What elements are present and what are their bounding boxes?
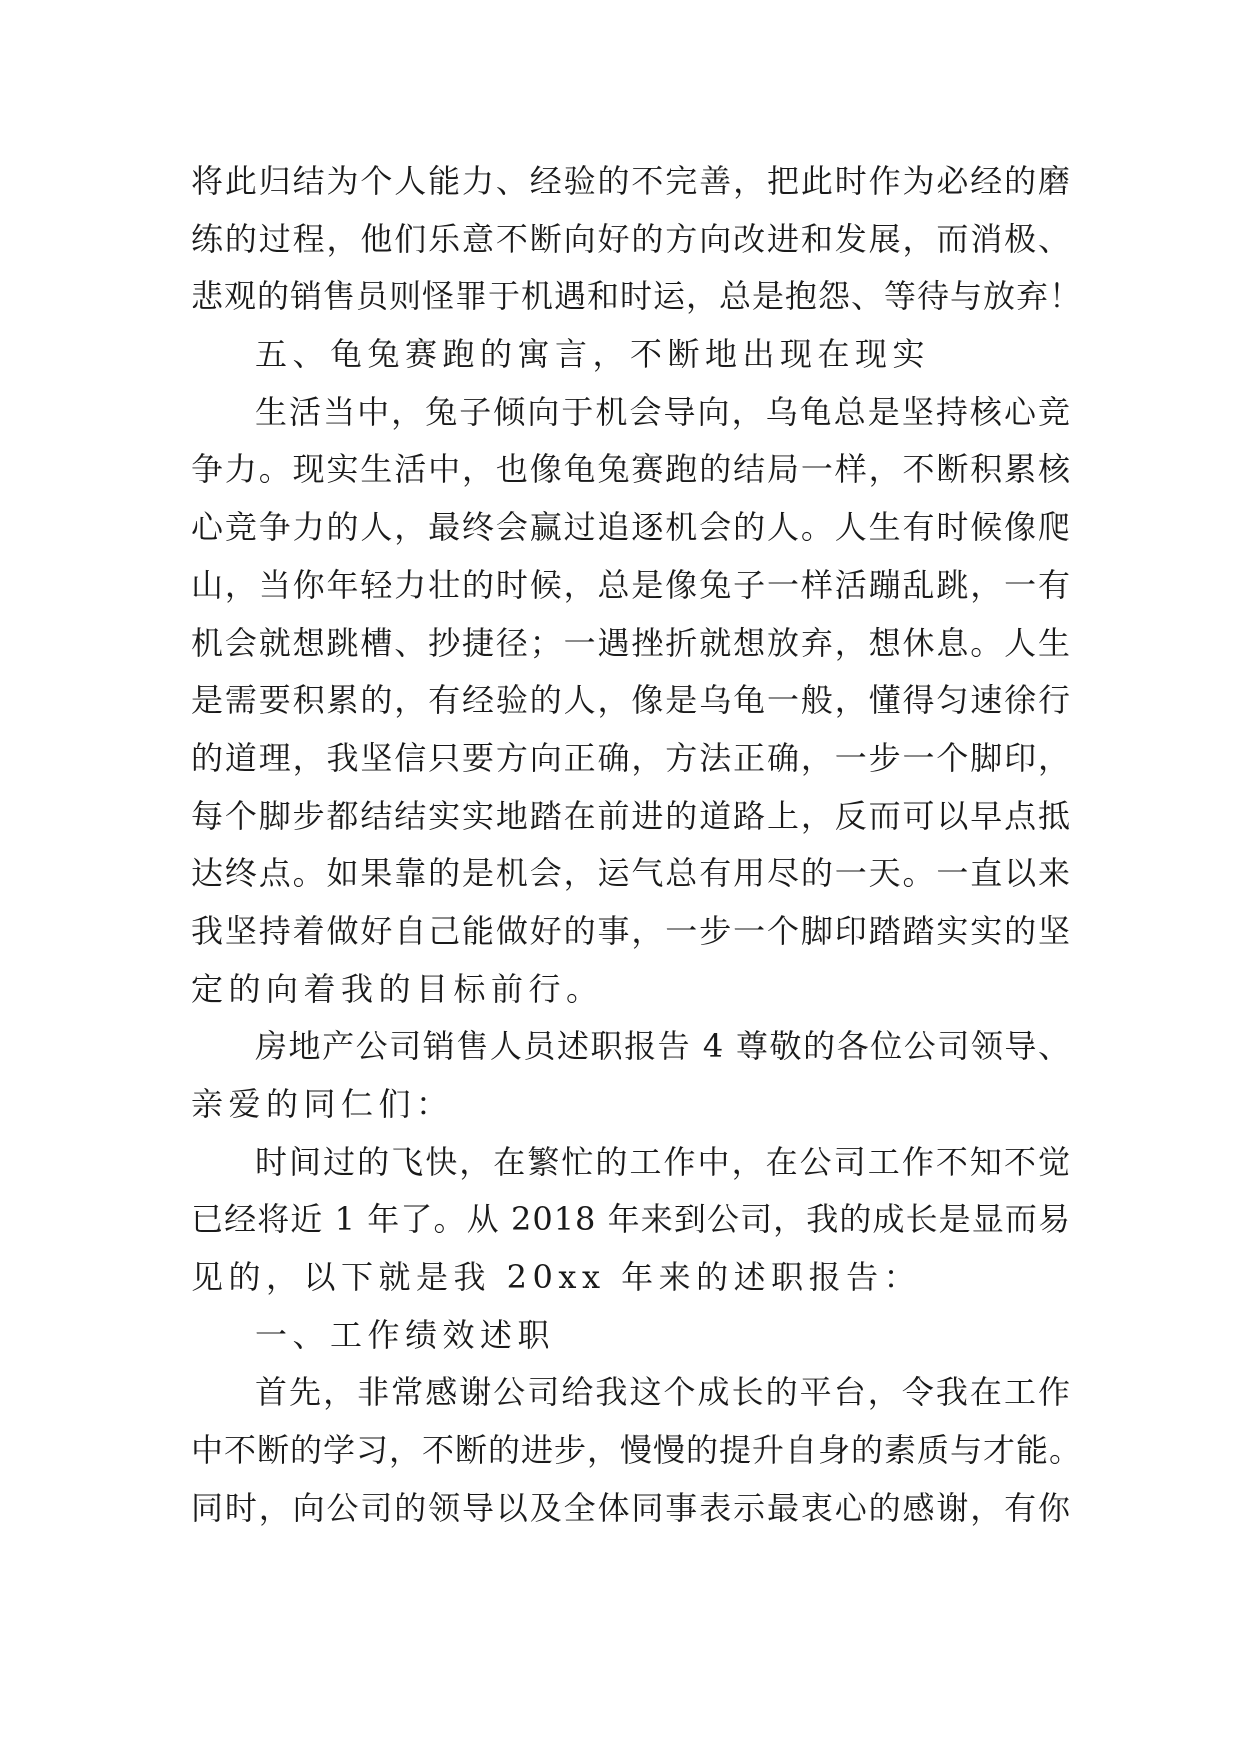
paragraph-last-line: 定的向着我的目标前行。: [191, 969, 604, 1008]
text-line: 悲观的销售员则怪罪于机遇和时运，总是抱怨、等待与放弃！: [191, 277, 1083, 316]
report-title-line: 房地产公司销售人员述职报告 4 尊敬的各位公司领导、: [255, 1027, 1071, 1066]
text-line: 中不断的学习，不断的进步，慢慢的提升自身的素质与才能。: [191, 1431, 1083, 1470]
paragraph-first-line: 首先，非常感谢公司给我这个成长的平台，令我在工作: [255, 1373, 1071, 1412]
paragraph-first-line: 时间过的飞快，在繁忙的工作中，在公司工作不知不觉: [255, 1142, 1071, 1181]
text-line: 的道理，我坚信只要方向正确，方法正确，一步一个脚印，: [191, 738, 1071, 777]
salutation: 亲爱的同仁们：: [191, 1085, 454, 1123]
text-line: 练的过程，他们乐意不断向好的方向改进和发展，而消极、: [191, 219, 1071, 258]
text-line: 同时，向公司的领导以及全体同事表示最衷心的感谢，有你: [191, 1488, 1071, 1527]
text-line: 已经将近 1 年了。从 2018 年来到公司，我的成长是显而易: [191, 1200, 1071, 1239]
section-heading: 五、龟兔赛跑的寓言，不断地出现在现实: [255, 335, 931, 374]
text-line: 我坚持着做好自己能做好的事，一步一个脚印踏踏实实的坚: [191, 911, 1071, 950]
text-line: 机会就想跳槽、抄捷径；一遇挫折就想放弃，想休息。人生: [191, 623, 1071, 662]
section-heading: 一、工作绩效述职: [255, 1315, 556, 1354]
paragraph-first-line: 生活当中，兔子倾向于机会导向，乌龟总是坚持核心竞: [255, 392, 1071, 431]
text-line: 心竞争力的人，最终会赢过追逐机会的人。人生有时候像爬: [191, 508, 1071, 547]
paragraph-last-line: 见的，以下就是我 20xx 年来的述职报告：: [191, 1258, 922, 1297]
text-line: 争力。现实生活中，也像龟兔赛跑的结局一样，不断积累核: [191, 450, 1071, 489]
text-line: 将此归结为个人能力、经验的不完善，把此时作为必经的磨: [191, 162, 1071, 200]
text-line: 每个脚步都结结实实地踏在前进的道路上，反而可以早点抵: [191, 796, 1071, 835]
text-line: 山，当你年轻力壮的时候，总是像兔子一样活蹦乱跳，一有: [191, 565, 1071, 604]
document-body: [191, 153, 1083, 1538]
text-line: 是需要积累的，有经验的人，像是乌龟一般，懂得匀速徐行: [191, 681, 1071, 720]
text-line: 达终点。如果靠的是机会，运气总有用尽的一天。一直以来: [191, 854, 1071, 893]
